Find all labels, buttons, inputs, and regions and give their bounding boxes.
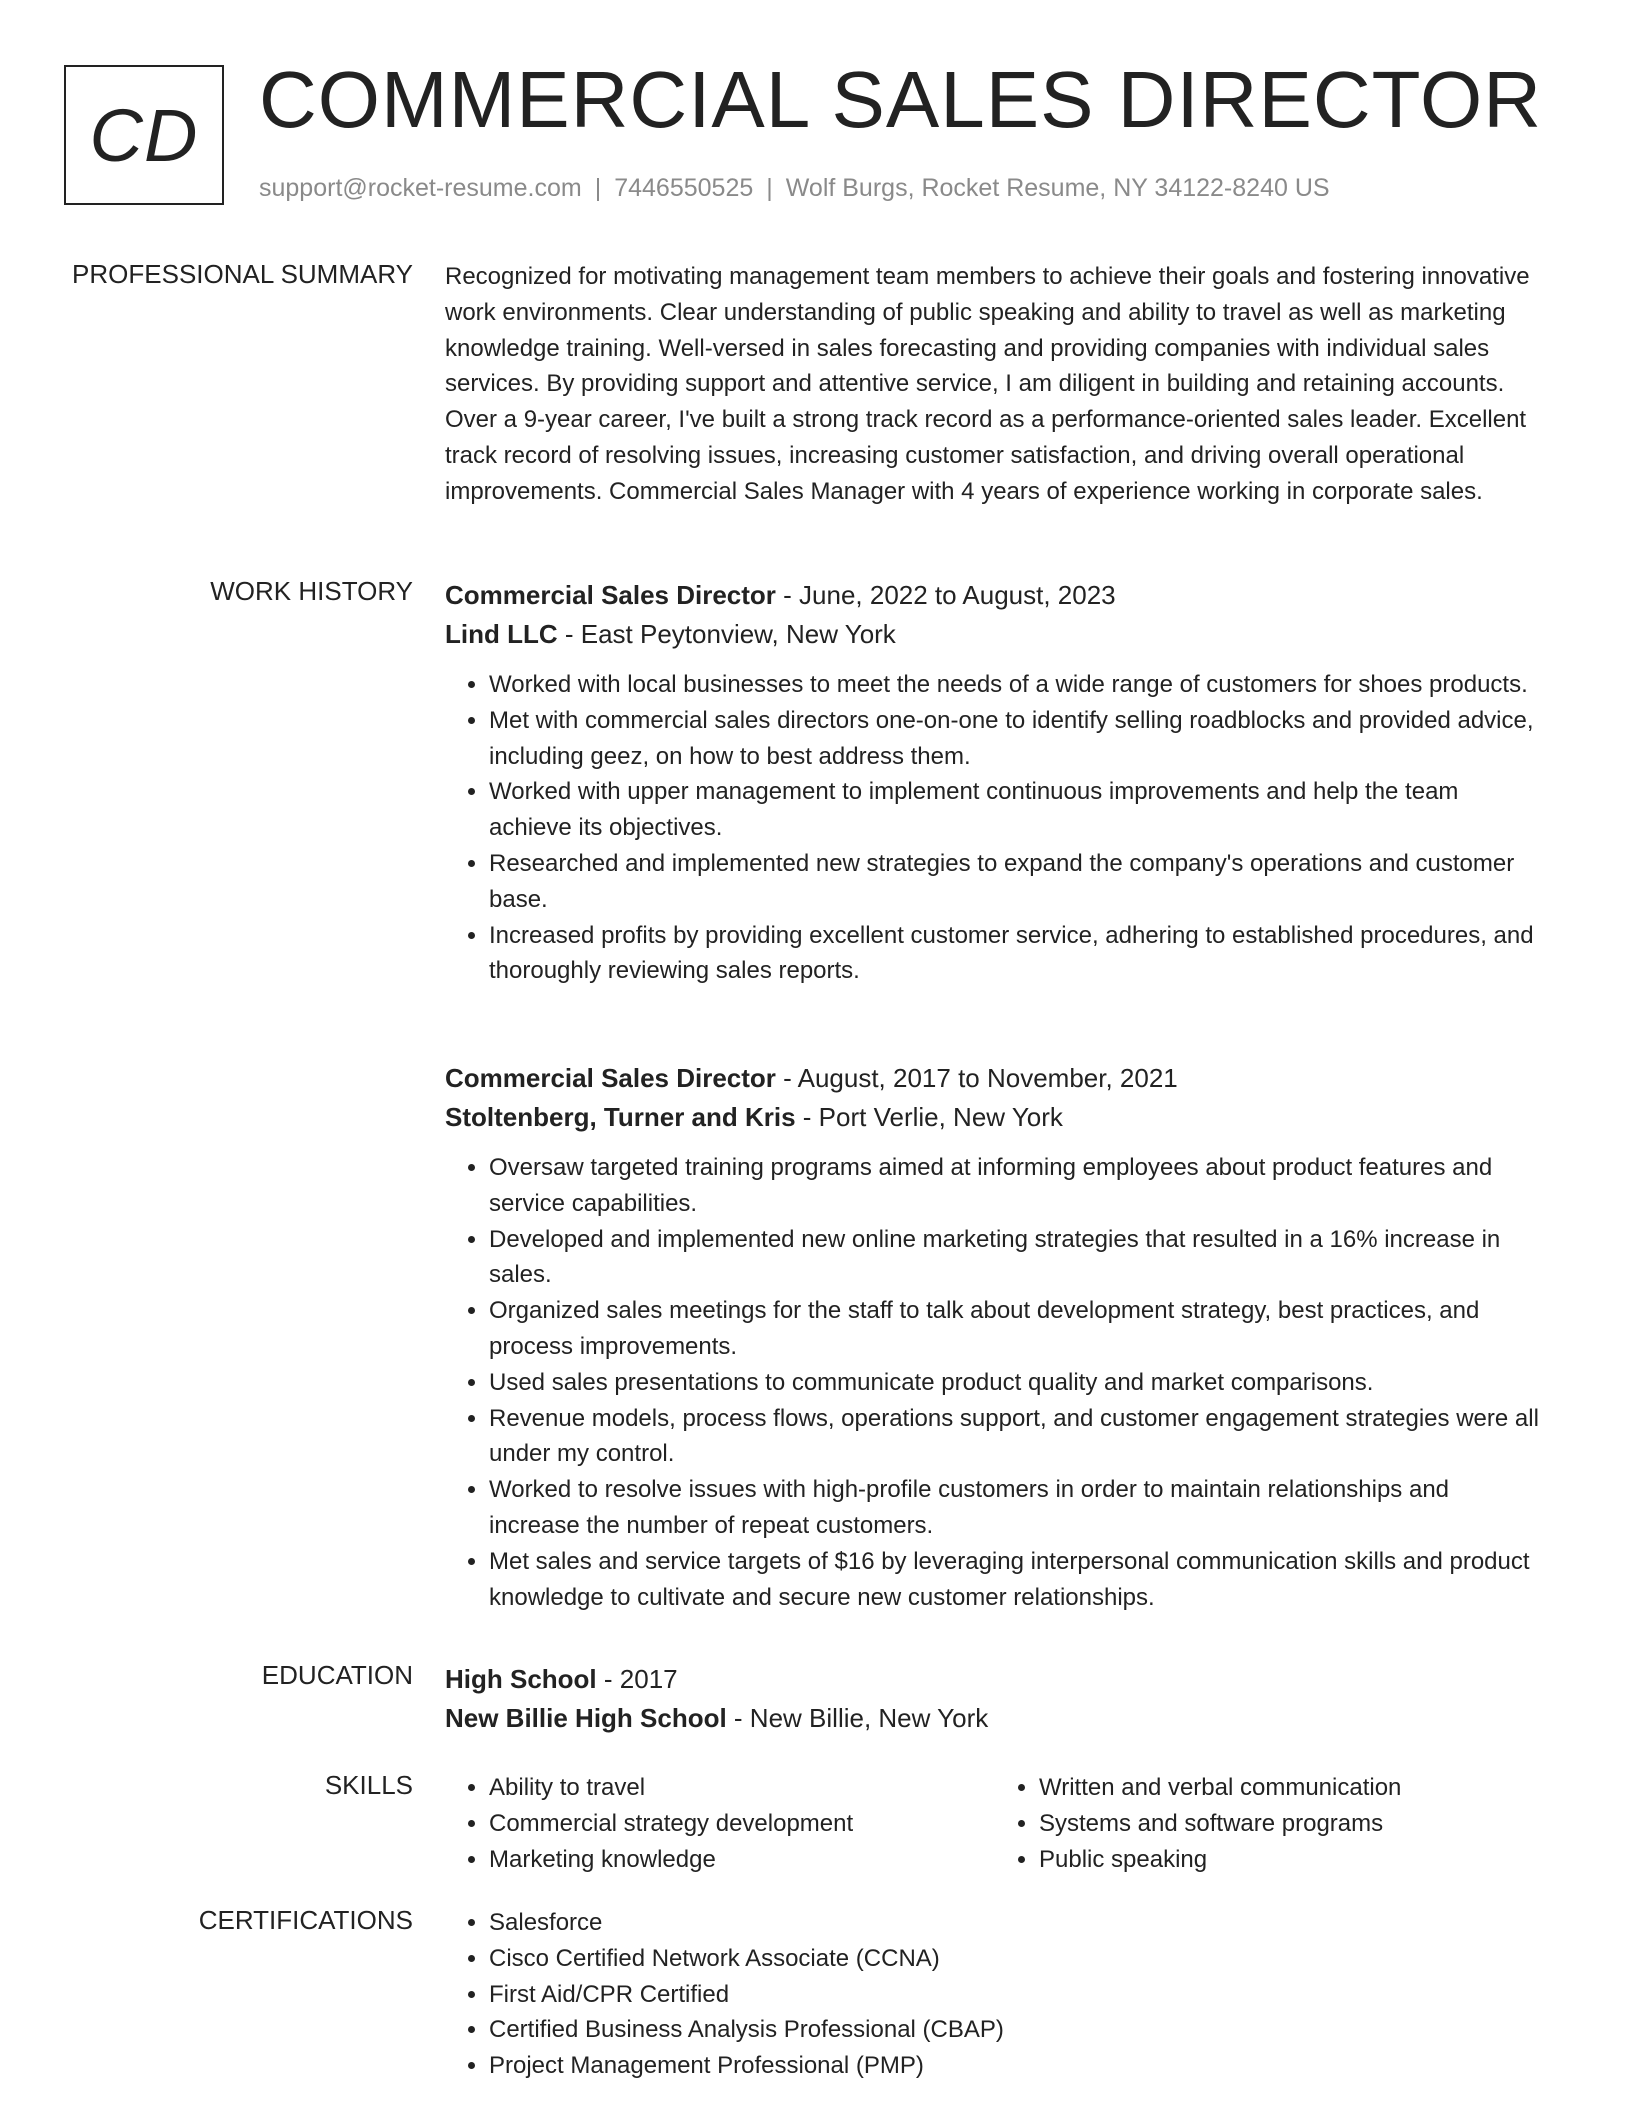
list-item: • Organized sales meetings for the staff to talk about development strategy, best practices, and process improvements. (489, 1293, 1545, 1365)
list-item: • Commercial strategy development (489, 1806, 995, 1842)
list-item: • Cisco Certified Network Associate (CCNA) (489, 1941, 1545, 1977)
certifications-body (445, 1905, 1545, 2084)
list-item: • Researched and implemented new strategies to expand the company's operations and customer base. (489, 846, 1545, 918)
list-item: • Salesforce (489, 1905, 1545, 1941)
contact-line (259, 174, 1330, 203)
list-item: • Revenue models, process flows, operations support, and customer engagement strategies were all under my control. (489, 1401, 1545, 1473)
summary-body (445, 259, 1545, 510)
list-item: • First Aid/CPR Certified (489, 1977, 1545, 2013)
list-item: • Project Management Professional (PMP) (489, 2048, 1545, 2084)
job-entry (445, 1059, 1545, 1615)
list-item: • Met with commercial sales directors one-on-one to identify selling roadblocks and provided advice, including geez, on how to best address them. (489, 703, 1545, 775)
list-item: • Met sales and service targets of $16 by leveraging interpersonal communication skills and product knowledge to cultivate and secure new customer relationships. (489, 1544, 1545, 1616)
summary-text: Recognized for motivating management team members to achieve their goals and fostering innovative work environments. Clear understanding of public speaking and ability to travel as well as marketing knowledge training. Well-versed in sales forecasting and providing companies with individual sales services. By providing support and attentive service, I am diligent in building and retaining accounts. Over a 9-year career, I've built a strong track record as a performance-oriented sales leader. Excellent track record of resolving issues, increasing customer satisfaction, and driving overall operational improvements. Commercial Sales Manager with 4 years of experience working in corporate sales. (445, 263, 1530, 505)
list-item: • Ability to travel (489, 1770, 995, 1806)
list-item: • Written and verbal communication (1039, 1770, 1545, 1806)
section-title-education: EDUCATION (261, 1660, 413, 1690)
school-location: - New Billie, New York (726, 1703, 989, 1733)
job-title-line (445, 1059, 1545, 1098)
job-company: Stoltenberg, Turner and Kris (445, 1102, 796, 1132)
job-company-line (445, 1098, 1545, 1137)
section-title-certifications: CERTIFICATIONS (198, 1905, 413, 1935)
email-link[interactable]: support@rocket-resume.com (259, 174, 582, 202)
job-bullets (445, 667, 1545, 989)
list-item: • Systems and software programs (1039, 1806, 1545, 1842)
degree-line (445, 1660, 1545, 1699)
job-company-line (445, 615, 1545, 654)
phone-number: 7446550525 (614, 174, 754, 202)
job-role: Commercial Sales Director (445, 580, 776, 610)
job-title-line (445, 576, 1545, 615)
education-year: - 2017 (596, 1664, 678, 1694)
job-location: - Port Verlie, New York (795, 1102, 1063, 1132)
work-body-2 (445, 1059, 1545, 1615)
skills-list-left (445, 1770, 995, 1877)
list-item: • Worked to resolve issues with high-profile customers in order to maintain relationships and increase the number of repeat customers. (489, 1472, 1545, 1544)
list-item: • Increased profits by providing excellent customer service, adhering to established procedures, and thoroughly reviewing sales reports. (489, 918, 1545, 990)
section-title-work: WORK HISTORY (210, 576, 413, 606)
job-dates: - June, 2022 to August, 2023 (775, 580, 1116, 610)
separator: | (766, 174, 773, 202)
degree: High School (445, 1664, 597, 1694)
list-item: • Developed and implemented new online marketing strategies that resulted in a 16% increase in sales. (489, 1222, 1545, 1294)
skills-list-right (995, 1770, 1545, 1877)
skills-columns (445, 1770, 1545, 1877)
certifications-list (445, 1905, 1545, 2084)
list-item: • Marketing knowledge (489, 1842, 995, 1878)
list-item: • Oversaw targeted training programs aimed at informing employees about product features and service capabilities. (489, 1150, 1545, 1222)
list-item: • Worked with upper management to implement continuous improvements and help the team achieve its objectives. (489, 774, 1545, 846)
job-company: Lind LLC (445, 619, 558, 649)
page-title: COMMERCIAL SALES DIRECTOR (259, 55, 1543, 144)
job-bullets (445, 1150, 1545, 1615)
monogram-logo: CD (64, 65, 224, 205)
list-item: • Public speaking (1039, 1842, 1545, 1878)
section-title-summary: PROFESSIONAL SUMMARY (72, 259, 413, 289)
education-body (445, 1660, 1545, 1738)
list-item: • Certified Business Analysis Professional (CBAP) (489, 2012, 1545, 2048)
list-item: • Used sales presentations to communicate product quality and market comparisons. (489, 1365, 1545, 1401)
list-item: • Worked with local businesses to meet the needs of a wide range of customers for shoes products. (489, 667, 1545, 703)
skills-body (445, 1770, 1545, 1877)
job-location: - East Peytonview, New York (557, 619, 896, 649)
address: Wolf Burgs, Rocket Resume, NY 34122-8240 US (785, 174, 1330, 202)
school-line (445, 1699, 1545, 1738)
job-role: Commercial Sales Director (445, 1063, 776, 1093)
separator: | (594, 174, 602, 202)
job-dates: - August, 2017 to November, 2021 (775, 1063, 1178, 1093)
work-body (445, 576, 1545, 989)
section-title-skills: SKILLS (324, 1770, 413, 1800)
job-entry (445, 576, 1545, 989)
school-name: New Billie High School (445, 1703, 727, 1733)
